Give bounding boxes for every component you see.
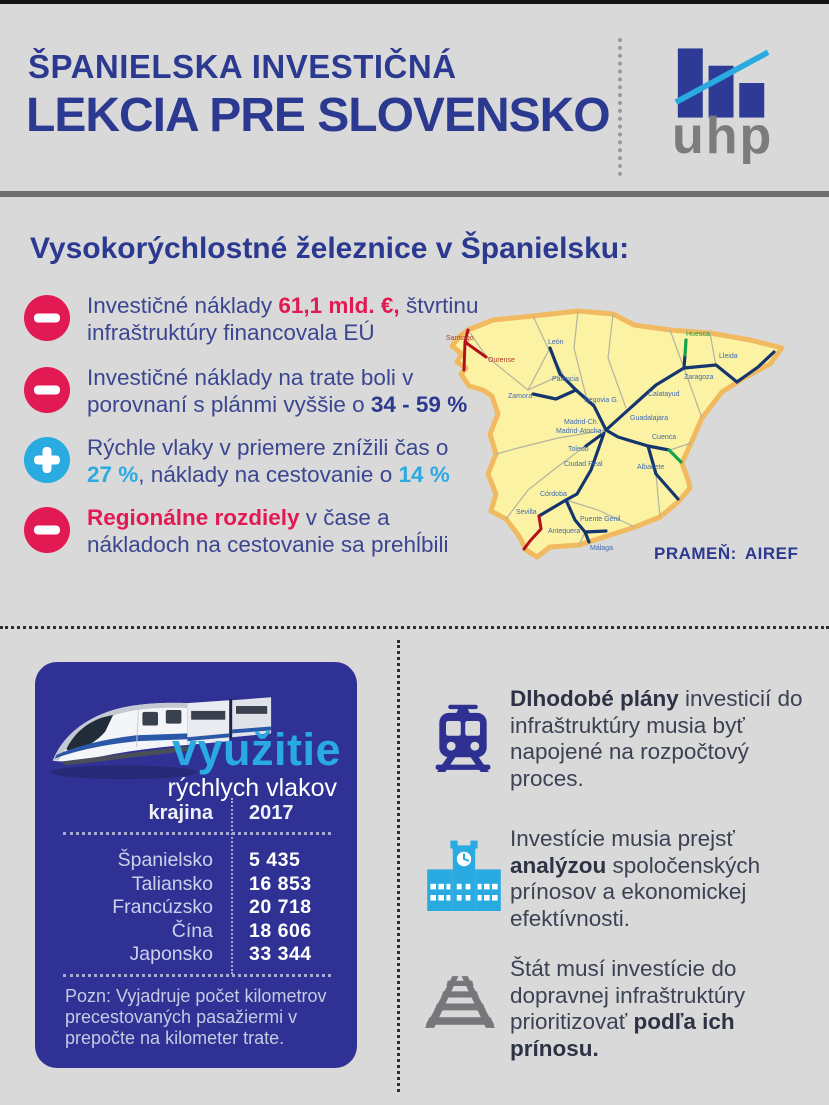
svg-text:Guadalajara: Guadalajara — [630, 415, 669, 422]
bullet-text: Investičné náklady na trate boli v porovnaní s plánmi vyššie o 34 - 59 % — [87, 365, 468, 418]
table-bottom-dotted-line — [63, 974, 331, 977]
svg-text:Madrid-Atocha: Madrid-Atocha — [556, 428, 602, 435]
minus-icon — [24, 367, 70, 413]
map-source-label: PRAMEŇ: — [654, 544, 737, 563]
usage-card — [35, 662, 357, 1068]
map-source — [654, 544, 798, 564]
bullet-investment-cost — [24, 292, 496, 347]
column-header-year: 2017 — [249, 802, 294, 824]
bullet-time-savings — [24, 434, 496, 489]
svg-text:Puente Genil: Puente Genil — [580, 516, 621, 523]
svg-text:Zamora: Zamora — [508, 393, 533, 400]
bullet-text: Investičné náklady 61,1 mld. €, štvrtinu infraštruktúry financovala EÚ — [87, 293, 479, 346]
table-note: Pozn: Vyjadruje počet kilometrov precestovaných pasažiermi v prepočte na kilometer trate. — [65, 986, 327, 1049]
card-subtitle: rýchlych vlakov — [167, 774, 337, 802]
svg-text:Segovia G.: Segovia G. — [584, 397, 619, 404]
spain-rail-map — [438, 278, 828, 578]
svg-text:Antequera: Antequera — [548, 528, 581, 535]
svg-text:Ourense: Ourense — [488, 357, 515, 364]
svg-text:Cuenca: Cuenca — [652, 434, 677, 441]
recommendation-text: Investície musia prejsť analýzou spoločenských prínosov a ekonomickej efektívnosti. — [510, 826, 761, 931]
svg-text:Sevilla: Sevilla — [516, 509, 537, 516]
table-row: Francúzsko 20 718 — [112, 896, 312, 918]
section-heading: Vysokorýchlostné železnice v Španielsku: — [30, 232, 630, 265]
svg-text:León: León — [548, 339, 564, 346]
svg-text:Santiago: Santiago — [446, 335, 474, 342]
svg-text:Palencia: Palencia — [552, 376, 579, 383]
recommendation-text: Štát musí investície do dopravnej infraštruktúry prioritizovať podľa ich prínosu. — [510, 956, 746, 1061]
station-building-icon — [424, 838, 504, 912]
railway-tracks-icon — [422, 970, 498, 1034]
table-row: Čína 18 606 — [171, 919, 312, 942]
svg-text:Toledo: Toledo — [568, 446, 589, 453]
svg-text:Madrid-Ch.: Madrid-Ch. — [564, 419, 599, 426]
svg-text:Córdoba: Córdoba — [540, 491, 567, 498]
train-front-icon — [426, 690, 500, 786]
column-header-country: krajina — [148, 802, 213, 824]
minus-icon — [24, 295, 70, 341]
svg-text:Lleida: Lleida — [719, 353, 738, 360]
svg-text:Calatayud: Calatayud — [648, 391, 680, 398]
plus-icon — [24, 437, 70, 483]
bullet-cost-overrun — [24, 364, 496, 419]
svg-text:Málaga: Málaga — [590, 545, 613, 552]
title-line1: ŠPANIELSKA INVESTIČNÁ — [28, 48, 457, 85]
svg-text:Ciudad Real: Ciudad Real — [564, 461, 603, 468]
section-dotted-divider — [0, 626, 829, 629]
bullet-text: Rýchle vlaky v priemere znížili čas o 27 %, náklady na cestovanie o 14 % — [87, 435, 450, 488]
minus-icon — [24, 507, 70, 553]
bullet-text: Regionálne rozdiely v čase a nákladoch na cestovanie sa prehĺbili — [87, 505, 449, 558]
svg-text:Albacete: Albacete — [637, 464, 665, 471]
svg-text:Zaragoza: Zaragoza — [684, 374, 714, 381]
table-row: Japonsko 33 344 — [129, 943, 312, 965]
table-row: Španielsko 5 435 — [117, 849, 301, 871]
map-source-value: AIREF — [744, 544, 799, 563]
svg-text:Huesca: Huesca — [686, 331, 710, 338]
table-top-dotted-line — [63, 832, 331, 835]
title-line2: LEKCIA PRE SLOVENSKO — [26, 89, 610, 142]
card-title: využitie — [171, 724, 341, 775]
recommendation-text: Dlhodobé plány investicií do infraštruktúry musia byť napojené na rozpočtový proces. — [510, 686, 803, 791]
uhp-logo-text: uhp — [672, 107, 774, 165]
header-rule — [0, 191, 829, 197]
column-dotted-divider — [397, 640, 400, 1092]
header-dotted-divider — [618, 38, 622, 176]
table-row: Taliansko 16 853 — [131, 872, 312, 895]
bullet-regional-differences — [24, 504, 496, 559]
usage-table — [35, 849, 357, 967]
